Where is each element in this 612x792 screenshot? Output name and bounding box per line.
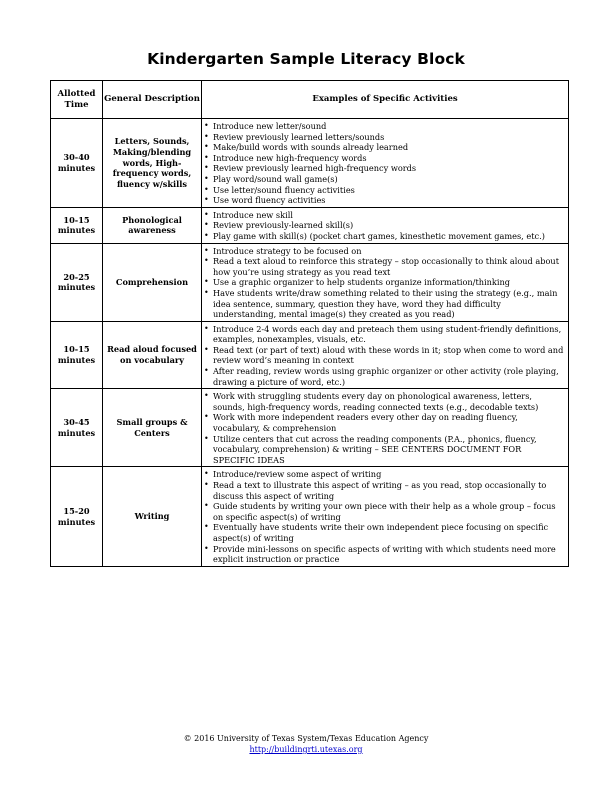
activity-item: • Introduce strategy to be focused on	[204, 246, 565, 257]
activity-item: • Read text (or part of text) aloud with these words in it; stop when come to word and review word’s meaning in context	[204, 345, 565, 366]
activities-cell	[202, 243, 569, 321]
activity-item: • Review previously learned high-frequency words	[204, 163, 565, 174]
header-allotted-time: Allotted Time	[51, 81, 103, 119]
activity-item: • Work with more independent readers every other day on reading fluency, vocabulary, & comprehension	[204, 412, 565, 433]
allotted-time-cell: 10-15 minutes	[51, 207, 103, 243]
activity-item: • Use a graphic organizer to help students organize information/thinking	[204, 277, 565, 288]
activity-item: • Have students write/draw something related to their using the strategy (e.g., main idea sentence, summary, question they have, word they had difficulty understanding, mental image(s) they created as you read)	[204, 288, 565, 320]
allotted-time-cell: 15-20 minutes	[51, 467, 103, 566]
table-row	[51, 321, 569, 389]
general-description-cell: Small groups & Centers	[103, 389, 202, 467]
activities-cell	[202, 467, 569, 566]
general-description-cell: Read aloud focused on vocabulary	[103, 321, 202, 389]
allotted-time-cell: 30-40 minutes	[51, 119, 103, 208]
activities-list	[204, 246, 565, 320]
allotted-time-cell: 30-45 minutes	[51, 389, 103, 467]
website-link[interactable]: http://buildingrti.utexas.org	[249, 745, 363, 754]
table-row	[51, 207, 569, 243]
literacy-block-table	[50, 80, 569, 567]
activities-list	[204, 210, 565, 242]
activity-item: • Introduce new high-frequency words	[204, 153, 565, 164]
activities-cell	[202, 321, 569, 389]
table-row	[51, 389, 569, 467]
activities-cell	[202, 207, 569, 243]
activity-item: • Introduce 2-4 words each day and preteach them using student-friendly definitions, examples, nonexamples, visuals, etc.	[204, 324, 565, 345]
header-specific-activities: Examples of Specific Activities	[202, 81, 569, 119]
activity-item: • Introduce/review some aspect of writing	[204, 469, 565, 480]
activity-item: • Play word/sound wall game(s)	[204, 174, 565, 185]
general-description-cell: Comprehension	[103, 243, 202, 321]
activity-item: • Work with struggling students every day on phonological awareness, letters, sounds, high-frequency words, reading connected texts (e.g., decodable texts)	[204, 391, 565, 412]
activity-item: • Use word fluency activities	[204, 195, 565, 206]
activity-item: • Review previously-learned skill(s)	[204, 220, 565, 231]
general-description-cell: Letters, Sounds, Making/blending words, High-frequency words, fluency w/skills	[103, 119, 202, 208]
page-title: Kindergarten Sample Literacy Block	[147, 50, 465, 68]
activities-cell	[202, 119, 569, 208]
activities-list	[204, 121, 565, 206]
activity-item: • Make/build words with sounds already learned	[204, 142, 565, 153]
activity-item: • Read a text to illustrate this aspect of writing – as you read, stop occasionally to discuss this aspect of writing	[204, 480, 565, 501]
table-row	[51, 467, 569, 566]
activity-item: • Read a text aloud to reinforce this strategy – stop occasionally to think aloud about how you’re using strategy as you read text	[204, 256, 565, 277]
activities-list	[204, 391, 565, 465]
activity-item: • Provide mini-lessons on specific aspects of writing with which students need more explicit instruction or practice	[204, 544, 565, 565]
activity-item: • Play game with skill(s) (pocket chart games, kinesthetic movement games, etc.)	[204, 231, 565, 242]
header-general-description: General Description	[103, 81, 202, 119]
allotted-time-cell: 10-15 minutes	[51, 321, 103, 389]
allotted-time-cell: 20-25 minutes	[51, 243, 103, 321]
activities-cell	[202, 389, 569, 467]
activity-item: • Introduce new skill	[204, 210, 565, 221]
activity-item: • Use letter/sound fluency activities	[204, 185, 565, 196]
activity-item: • Utilize centers that cut across the reading components (P.A., phonics, fluency, vocabulary, comprehension) & writing – SEE CENTERS DOCUMENT FOR SPECIFIC IDEAS	[204, 434, 565, 466]
general-description-cell: Phonological awareness	[103, 207, 202, 243]
table-row	[51, 243, 569, 321]
activity-item: • Review previously learned letters/sounds	[204, 132, 565, 143]
table-header-row	[51, 81, 569, 119]
general-description-cell: Writing	[103, 467, 202, 566]
activity-item: • Introduce new letter/sound	[204, 121, 565, 132]
activities-list	[204, 324, 565, 388]
activity-item: • Eventually have students write their own independent piece focusing on specific aspect(s) of writing	[204, 522, 565, 543]
table-row	[51, 119, 569, 208]
activity-item: • Guide students by writing your own piece with their help as a whole group – focus on specific aspect(s) of writing	[204, 501, 565, 522]
activity-item: • After reading, review words using graphic organizer or other activity (role playing, drawing a picture of word, etc.)	[204, 366, 565, 387]
activities-list	[204, 469, 565, 564]
copyright-notice: © 2016 University of Texas System/Texas Education Agency	[183, 734, 429, 743]
